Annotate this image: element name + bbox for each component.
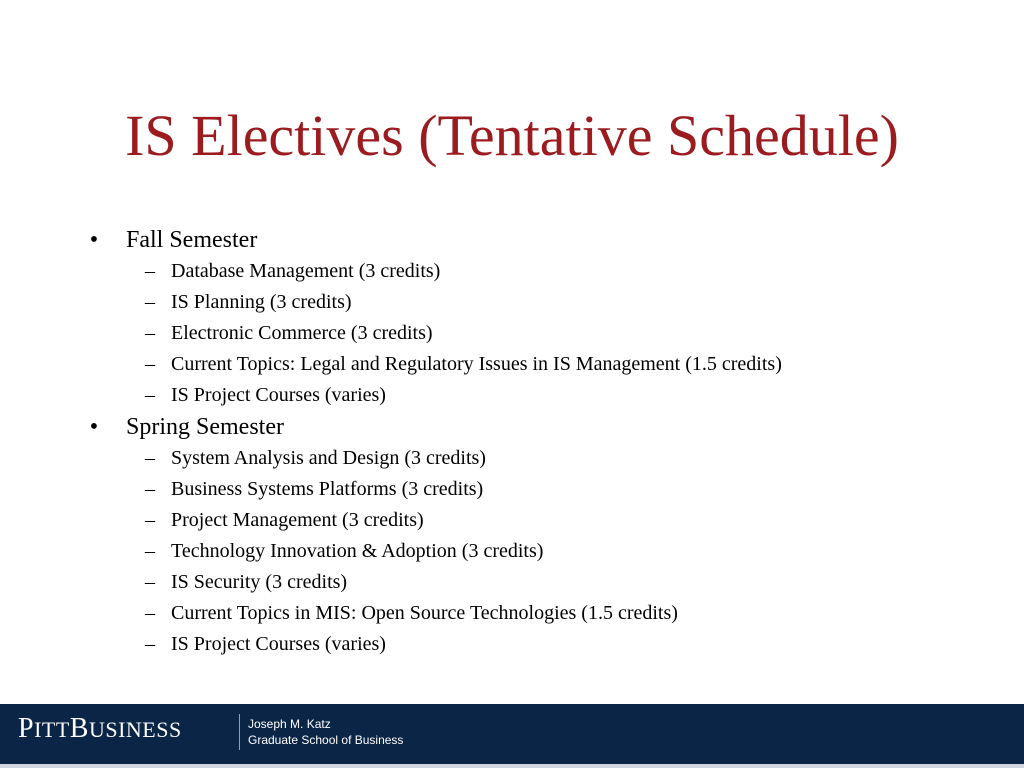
list-item bbox=[84, 629, 984, 660]
section-label: Fall Semester bbox=[126, 227, 258, 253]
spring-courses bbox=[84, 443, 984, 660]
dash-icon: – bbox=[145, 509, 155, 531]
list-item bbox=[84, 505, 984, 536]
course-label: IS Project Courses (varies) bbox=[171, 384, 386, 406]
logo-initial: B bbox=[69, 713, 89, 744]
logo-rest: ITT bbox=[34, 717, 70, 742]
list-item bbox=[84, 256, 984, 287]
course-label: IS Security (3 credits) bbox=[171, 571, 348, 593]
list-item bbox=[84, 536, 984, 567]
section-spring bbox=[84, 411, 984, 443]
dash-icon: – bbox=[145, 633, 155, 655]
course-label: Current Topics in MIS: Open Source Technologies (1.5 credits) bbox=[171, 602, 678, 624]
electives-list bbox=[84, 224, 984, 660]
footer-underline bbox=[0, 764, 1024, 768]
fall-courses bbox=[84, 256, 984, 411]
list-item bbox=[84, 443, 984, 474]
school-line-1: Joseph M. Katz bbox=[248, 717, 331, 731]
list-item bbox=[84, 598, 984, 629]
pitt-business-logo bbox=[18, 713, 182, 745]
list-item bbox=[84, 380, 984, 411]
logo-rest: USINESS bbox=[88, 717, 182, 742]
course-label: Electronic Commerce (3 credits) bbox=[171, 322, 433, 344]
course-label: IS Planning (3 credits) bbox=[171, 291, 352, 313]
dash-icon: – bbox=[145, 353, 155, 375]
list-item bbox=[84, 474, 984, 505]
list-item bbox=[84, 318, 984, 349]
dash-icon: – bbox=[145, 540, 155, 562]
dash-icon: – bbox=[145, 291, 155, 313]
course-label: Database Management (3 credits) bbox=[171, 260, 441, 282]
bullet-icon: • bbox=[89, 414, 99, 440]
course-label: Business Systems Platforms (3 credits) bbox=[171, 478, 484, 500]
section-fall bbox=[84, 224, 984, 256]
course-label: Technology Innovation & Adoption (3 credits) bbox=[171, 540, 544, 562]
list-item bbox=[84, 567, 984, 598]
logo-divider bbox=[239, 714, 240, 750]
course-label: IS Project Courses (varies) bbox=[171, 633, 386, 655]
school-line-2: Graduate School of Business bbox=[248, 733, 404, 747]
school-name bbox=[248, 716, 403, 748]
course-label: System Analysis and Design (3 credits) bbox=[171, 447, 486, 469]
footer-bar bbox=[0, 704, 1024, 768]
bullet-icon: • bbox=[89, 227, 99, 253]
logo-initial: P bbox=[18, 713, 35, 744]
course-label: Project Management (3 credits) bbox=[171, 509, 424, 531]
list-item bbox=[84, 287, 984, 318]
dash-icon: – bbox=[145, 571, 155, 593]
slide-title: IS Electives (Tentative Schedule) bbox=[125, 103, 899, 168]
dash-icon: – bbox=[145, 447, 155, 469]
dash-icon: – bbox=[145, 384, 155, 406]
course-label: Current Topics: Legal and Regulatory Issues in IS Management (1.5 credits) bbox=[171, 353, 782, 375]
dash-icon: – bbox=[145, 602, 155, 624]
section-label: Spring Semester bbox=[126, 414, 284, 440]
dash-icon: – bbox=[145, 260, 155, 282]
dash-icon: – bbox=[145, 322, 155, 344]
list-item bbox=[84, 349, 984, 380]
dash-icon: – bbox=[145, 478, 155, 500]
